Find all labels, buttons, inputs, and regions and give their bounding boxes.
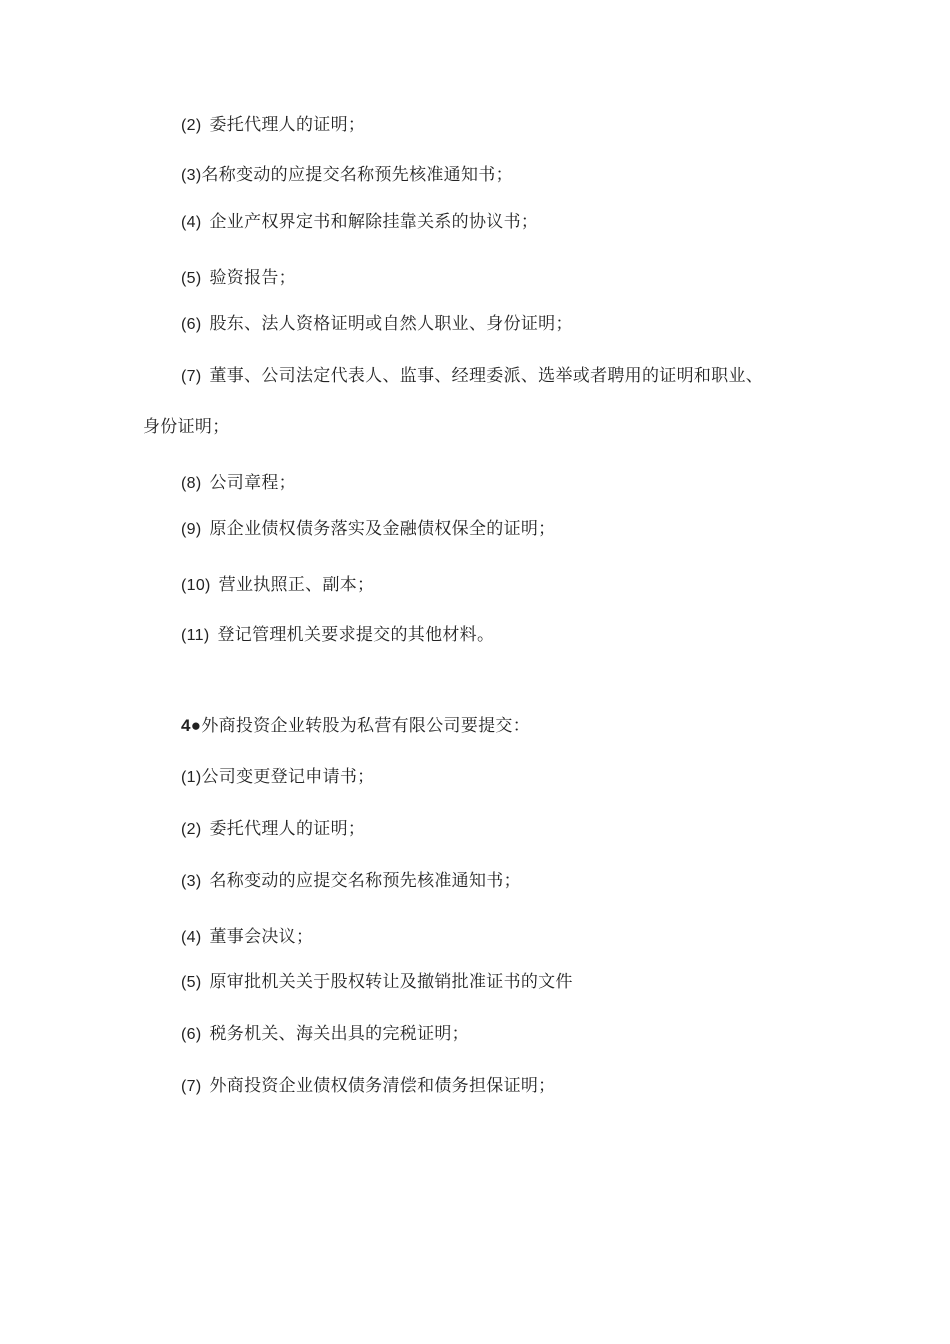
list-item: [181, 926, 313, 949]
list-item: [181, 818, 365, 841]
item-number: (10): [181, 577, 211, 594]
item-text: 股东、法人资格证明或自然人职业、身份证明；: [209, 314, 573, 334]
item-text: 税务机关、海关出具的完税证明；: [209, 1024, 469, 1044]
list-item: [181, 114, 365, 137]
item-text: 公司变更登记申请书；: [201, 767, 375, 787]
list-item: [181, 1023, 469, 1046]
item-number: (4): [181, 214, 202, 231]
item-number: (11): [181, 627, 210, 644]
list-item: [181, 313, 573, 336]
item-text: 原企业债权债务落实及金融债权保全的证明；: [209, 519, 556, 539]
list-item: [181, 267, 296, 290]
item-text: 营业执照正、副本；: [218, 575, 375, 595]
item-number: (7): [181, 1078, 202, 1095]
item-number: (4): [181, 929, 202, 946]
item-text: 登记管理机关要求提交的其他材料。: [217, 625, 495, 645]
heading-text: 外商投资企业转股为私营有限公司要提交：: [201, 716, 531, 736]
list-item: [181, 624, 494, 647]
list-item: [181, 365, 763, 388]
list-item: [181, 472, 296, 495]
item-number: (8): [181, 475, 202, 492]
item-number: (9): [181, 521, 202, 538]
item-number: (1): [181, 769, 202, 786]
section-heading: [181, 715, 530, 737]
list-item: [181, 870, 521, 893]
list-item: [181, 518, 555, 541]
list-item: [181, 766, 374, 789]
list-item: [181, 574, 374, 597]
item-number: (3): [181, 873, 202, 890]
item-text: 验资报告；: [209, 268, 296, 288]
item-text: 名称变动的应提交名称预先核准通知书；: [209, 871, 521, 891]
item-text: 原审批机关关于股权转让及撤销批准证书的文件: [209, 972, 573, 992]
item-text: 董事、公司法定代表人、监事、经理委派、选举或者聘用的证明和职业、: [209, 366, 764, 386]
item-text: 企业产权界定书和解除挂靠关系的协议书；: [209, 212, 539, 232]
item-number: (3): [181, 167, 202, 184]
list-item-continuation: [143, 416, 230, 438]
item-number: (6): [181, 316, 202, 333]
item-text: 董事会决议；: [209, 927, 314, 947]
item-number: (6): [181, 1026, 202, 1043]
item-text: 身份证明；: [143, 417, 230, 437]
item-text: 公司章程；: [209, 473, 296, 493]
item-number: (2): [181, 117, 202, 134]
list-item: [181, 211, 538, 234]
item-number: (7): [181, 368, 202, 385]
item-number: (5): [181, 974, 202, 991]
item-text: 名称变动的应提交名称预先核准通知书；: [201, 165, 513, 185]
item-text: 外商投资企业债权债务清偿和债务担保证明；: [209, 1076, 556, 1096]
list-item: [181, 1075, 555, 1098]
item-text: 委托代理人的证明；: [209, 819, 366, 839]
list-item: [181, 971, 573, 994]
list-item: [181, 164, 513, 187]
item-number: (5): [181, 270, 202, 287]
item-number: (2): [181, 821, 202, 838]
heading-number: 4●: [181, 716, 202, 735]
item-text: 委托代理人的证明；: [209, 115, 366, 135]
